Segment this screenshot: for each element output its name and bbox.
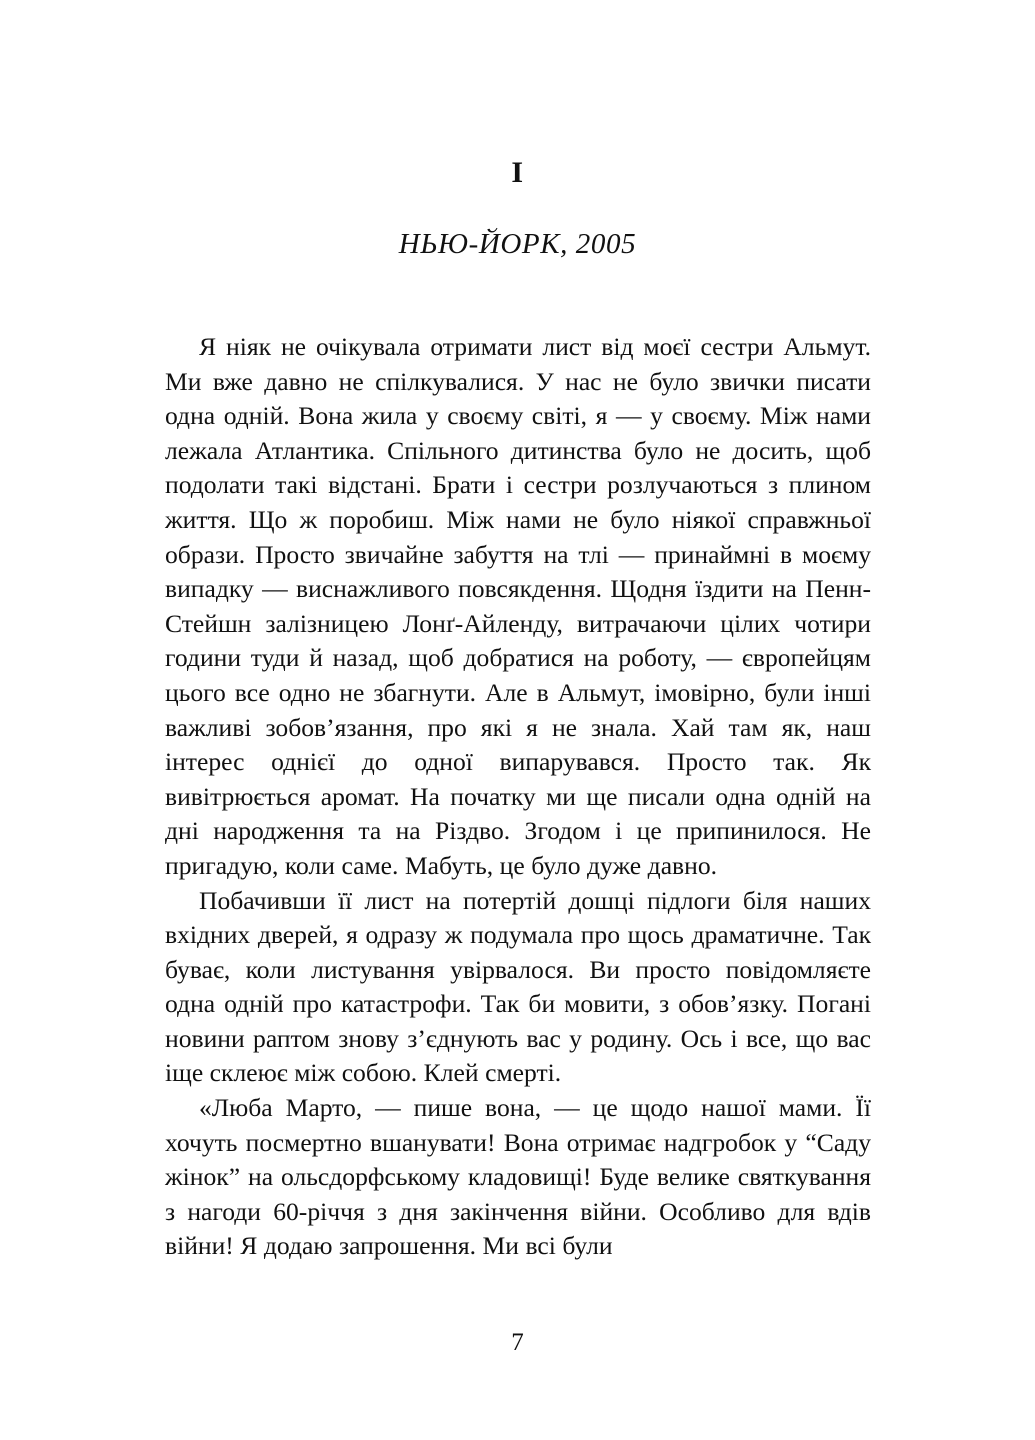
chapter-heading bbox=[0, 158, 1035, 259]
paragraph: «Люба Марто, — пише вона, — це щодо нашої мами. Її хочуть посмертно вшанувати! Вона отримає надгробок у “Саду жінок” на ольсдорфському кладовищі! Буде велике святкування з нагоди 60-річчя з дня закінчення війни. Особливо для вдів війни! Я додаю запрошення. Ми всі були bbox=[165, 1093, 871, 1261]
page-number: 7 bbox=[511, 1329, 524, 1356]
body-text bbox=[165, 330, 871, 1264]
paragraph: Я ніяк не очікувала отримати лист від моєї сестри Альмут. Ми вже давно не спілкувалися. У нас не було звички писати одна одній. Вона жила у своєму світі, я — у своєму. Між нами лежала Атлантика. Спільного дитинства було не досить, щоб подолати такі відстані. Брати і сестри розлучаються з плином життя. Що ж поробиш. Між нами не було ніякої справжньої образи. Просто звичайне забуття на тлі — принаймні в моєму випадку — виснажливого повсякдення. Щодня їздити на Пенн-Стейшн залізницею Лонґ-Айленду, витрачаючи цілих чотири години туди й назад, щоб добратися на роботу, — європейцям цього все одно не збагнути. Але в Альмут, імовірно, були інші важливі зобов’язання, про які я не знала. Хай там як, наш інтерес однієї до одної випарувався. Просто так. Як вивітрюється аромат. На початку ми ще писали одна одній на дні народження та на Різдво. Згодом і це припинилося. Не пригадую, коли саме. Мабуть, це було дуже давно. bbox=[165, 332, 871, 880]
paragraph: Побачивши її лист на потертій дошці підлоги біля наших вхідних дверей, я одразу ж подумала про щось драматичне. Так буває, коли листування увірвалося. Ви просто повідомляєте одна одній про катастрофи. Так би мовити, з обов’язку. Погані новини раптом знову з’єднують вас у родину. Ось і все, що вас іще склеює між собою. Клей смерті. bbox=[165, 885, 871, 1088]
chapter-number: I bbox=[511, 156, 524, 189]
chapter-place-and-year: НЬЮ-ЙОРК, 2005 bbox=[398, 228, 637, 260]
